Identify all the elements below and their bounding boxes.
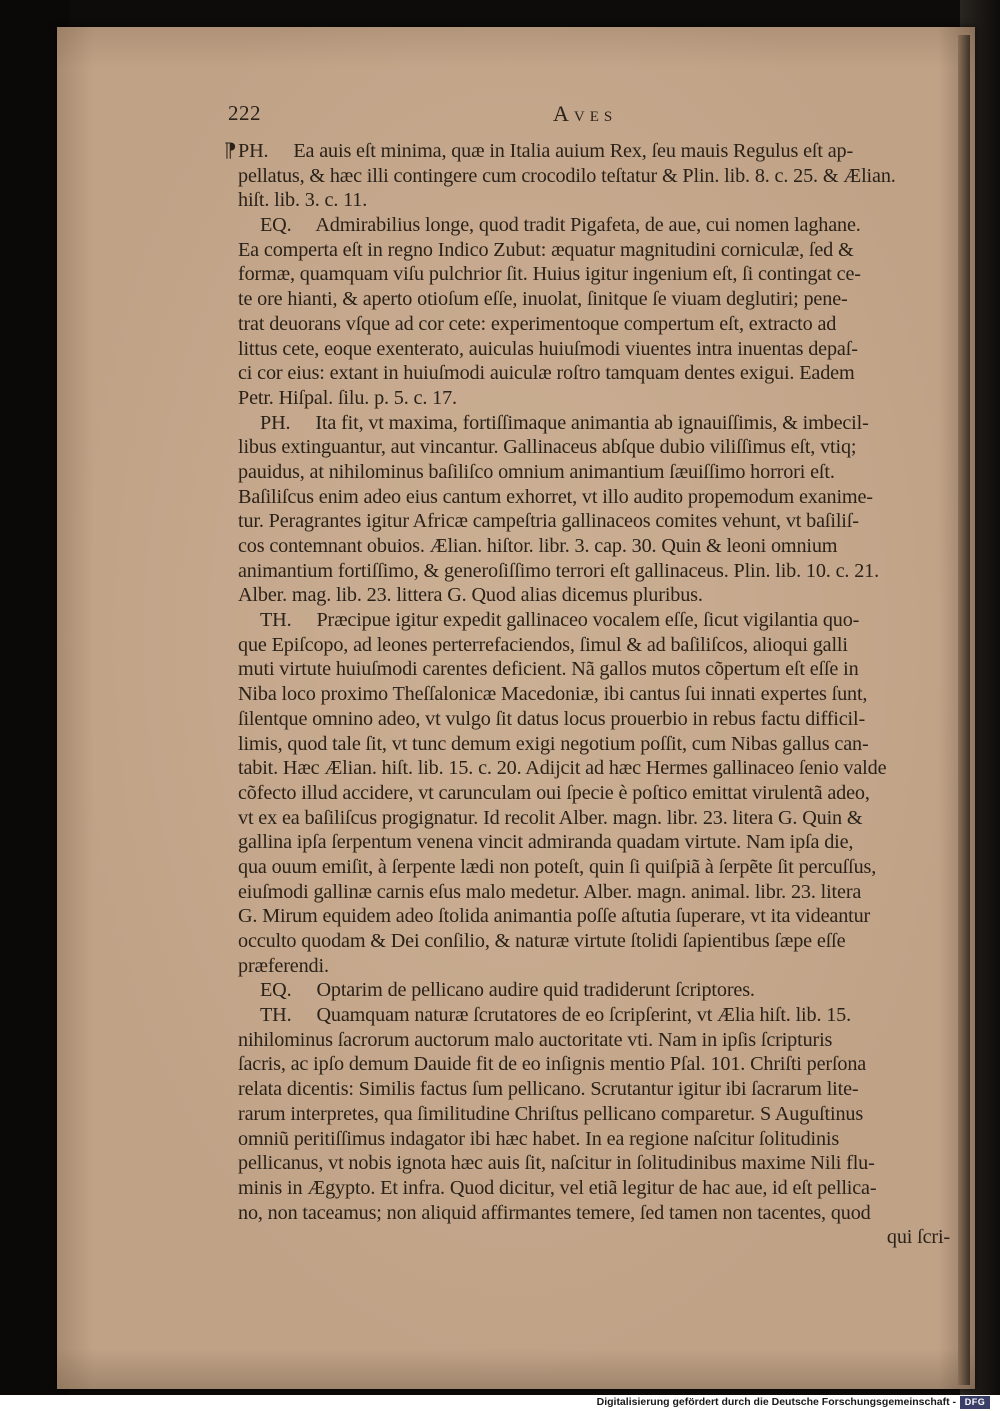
page-header [228, 101, 948, 133]
page-number: 222 [228, 101, 261, 125]
text-line: pauidus, at nihilominus baſiliſco omnium animantium ſæuiſſimo horrori eſt. [238, 460, 835, 483]
text-line: nihilominus ſacrorum auctorum malo auctoritate vti. Nam in ipſis ſcripturis [238, 1028, 833, 1051]
footer-credit: Digitalisierung gefördert durch die Deutsche Forschungsgemeinschaft - [596, 1396, 956, 1408]
text-line: cos contemnant obuios. Ælian. hiſtor. libr. 3. cap. 30. Quin & leoni omnium [238, 535, 838, 557]
text-line: libus extinguantur, aut vincantur. Gallinaceus abſque dubio viliſſimus eſt, vtiq; [238, 436, 857, 459]
text-line: vt ex ea baſiliſcus progignatur. Id recolit Alber. magn. libr. 23. litera G. Quin & [238, 806, 863, 829]
text-line: pellatus, & hæc illi contingere cum crocodilo teſtatur & Plin. lib. 8. c. 25. & Ælian. [238, 164, 896, 187]
text-line: no, non taceamus; non aliquid affirmantes temere, ſed tamen non tacentes, quod [238, 1201, 871, 1224]
text-line: littus cete, eoque exenterato, auiculas huiuſmodi viuentes intra inuentas depaſ- [238, 337, 858, 360]
margin-mark: ⁋ [224, 140, 237, 162]
text-line: animantium fortiſſimo, & generoſiſſimo terrori eſt gallinaceus. Plin. lib. 10. c. 21. [238, 559, 879, 582]
text-line: Ea comperta eſt in regno Indico Zubut: æquatur magnitudini corniculæ, ſed & [238, 238, 854, 261]
text-line: tur. Peragrantes igitur Africæ campeſtria gallinaceos comites vehunt, vt baſiliſ- [238, 510, 859, 533]
text-line: que Epiſcopo, ad leones perterrefaciendos, ſimul & ad baſiliſcos, alioqui galli [238, 633, 848, 656]
text-line: Niba loco proximo Theſſalonicæ Macedoniæ, ibi cantus ſui innati expertes ſunt, [238, 683, 868, 706]
text-line: eiuſmodi gallinæ carnis eſus malo medetur. Alber. magn. animal. libr. 23. litera [238, 880, 862, 903]
text-line: ſacris, ac ipſo demum Dauide fit de eo inſignis mentio Pſal. 101. Chriſti perſona [238, 1053, 867, 1076]
text-line: Alber. mag. lib. 23. littera G. Quod alias dicemus pluribus. [238, 584, 703, 607]
text-line: Petr. Hiſpal. ſilu. p. 5. c. 17. [238, 386, 457, 409]
text-line: qua ouum emiſit, à ſerpente lædi non poteſt, quin ſi quiſpiã à ſerpẽte ſit percuſſus, [238, 855, 877, 878]
text-line: gallina ipſa ſerpentum venena vincit admiranda quadam virtute. Nam ipſa die, [238, 831, 854, 854]
catchword: qui ſcri- [886, 1226, 950, 1249]
text-line: PH. Ita fit, vt maxima, fortiſſimaque animantia ab ignauiſſimis, & imbecil- [260, 411, 869, 434]
dfg-logo: DFG [960, 1396, 990, 1409]
text-line: pellicanus, vt nobis ignota hæc auis ſit, naſcitur in ſolitudinibus maxime Nili flu- [238, 1152, 875, 1175]
text-line: rarum interpretes, qua ſimilitudine Chriſtus pellicano comparetur. S Auguſtinus [238, 1102, 864, 1125]
text-line: te ore hianti, & aperto otioſum eſſe, inuolat, ſinitque ſe viuam deglutiri; pene- [238, 288, 848, 311]
text-line: G. Mirum equidem adeo ſtolida animantia poſſe aſtutia ſuperare, vt ita videantur [238, 905, 871, 928]
text-line: relata dicentis: Similis factus ſum pellicano. Scrutantur igitur ibi ſacrarum lite- [238, 1078, 859, 1101]
body-text [224, 139, 950, 1250]
text-line: EQ. Admirabilius longe, quod tradit Pigafeta, de aue, cui nomen laghane. [260, 214, 861, 237]
text-line: cõfecto illud accidere, vt carunculam oui ſpecie è poſtico emittat virulentã adeo, [238, 781, 870, 804]
digitization-footer [0, 1395, 1000, 1411]
text-line: PH. Ea auis eſt minima, quæ in Italia auium Rex, ſeu mauis Regulus eſt ap- [238, 140, 854, 162]
page-edge [958, 35, 970, 1385]
text-line: trat deuorans vſque ad cor cete: experimentoque compertum eſt, extracto ad [238, 312, 837, 335]
text-line: ſilentque omnino adeo, vt vulgo ſit datus locus prouerbio in rebus factu difficil- [238, 707, 866, 730]
text-line: formæ, quamquam viſu pulchrior ſit. Huius igitur ingenium eſt, ſi contingat ce- [238, 263, 861, 286]
text-line: minis in Ægypto. Et infra. Quod dicitur, vel etiã legitur de hac aue, id eſt pellica- [238, 1176, 877, 1199]
text-line: hiſt. lib. 3. c. 11. [238, 189, 368, 212]
text-line: TH. Quamquam naturæ ſcrutatores de eo ſcripſerint, vt Ælia hiſt. lib. 15. [260, 1004, 852, 1027]
text-line: ci cor eius: extant in huiuſmodi auiculæ roſtro tamquam dentes exigui. Eadem [238, 362, 855, 385]
text-line: muti virtute huiuſmodi carentes deficient. Nã gallos mutos cõpertum eſt eſſe in [238, 658, 859, 681]
text-line: omniũ peritiſſimus indagator ibi hæc habet. In ea regione naſcitur ſolitudinis [238, 1127, 840, 1150]
text-line: occulto quodam & Dei conſilio, & naturæ virtute ſtolidi ſapientibus ſæpe eſſe [238, 930, 846, 952]
text-line: præferendi. [238, 954, 329, 977]
text-line: tabit. Hæc Ælian. hiſt. lib. 15. c. 20. Adijcit ad hæc Hermes gallinaceo ſenio valde [238, 757, 887, 780]
text-line: limis, quod tale ſit, vt tunc demum exigi negotium poſſit, cum Nibas gallus can- [238, 732, 869, 755]
text-line: EQ. Optarim de pellicano audire quid tradiderunt ſcriptores. [260, 979, 755, 1002]
running-head: Aves [553, 101, 618, 126]
text-line: Baſiliſcus enim adeo eius cantum exhorret, vt illo audito propemodum exanime- [238, 485, 873, 508]
text-line: TH. Præcipue igitur expedit gallinaceo vocalem eſſe, ſicut vigilantia quo- [260, 609, 860, 632]
